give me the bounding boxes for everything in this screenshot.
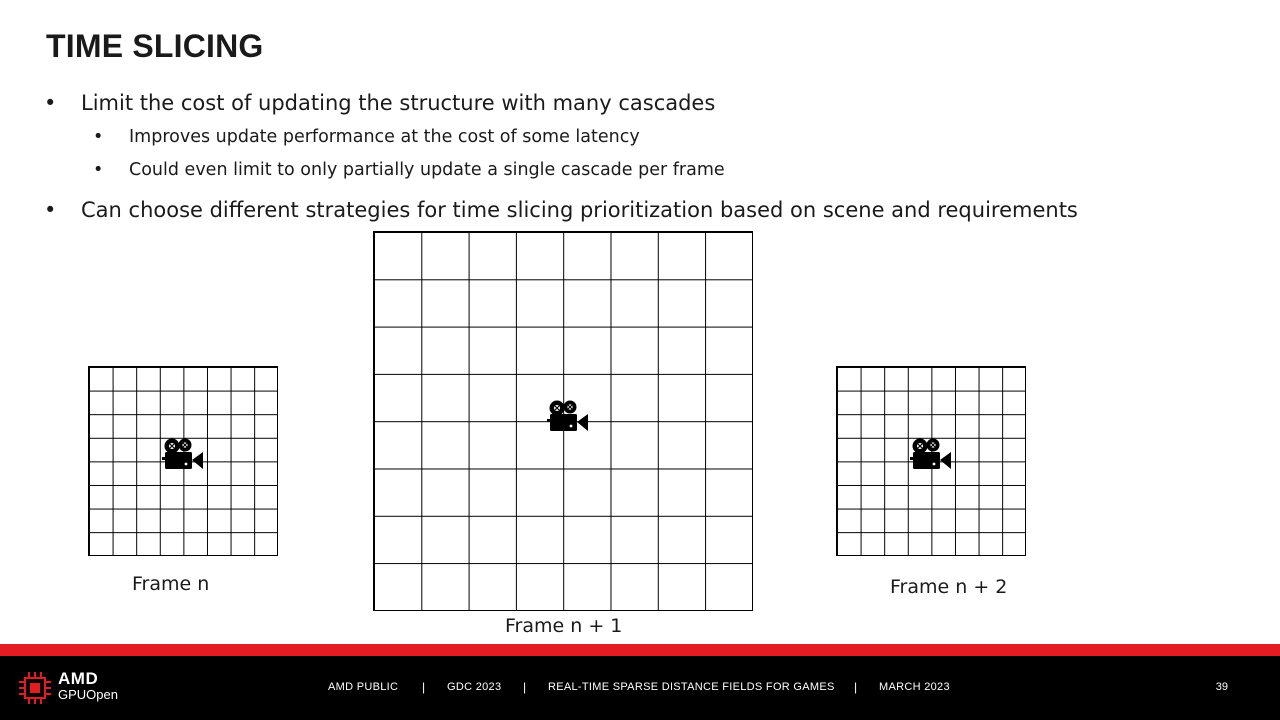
page-number: 39 xyxy=(1215,681,1228,693)
slide-title: TIME SLICING xyxy=(46,28,264,64)
footer-classification: AMD PUBLIC xyxy=(328,681,399,693)
footer-separator: | xyxy=(422,680,426,694)
bullet-text: Could even limit to only partially update a single cascade per frame xyxy=(129,160,725,180)
bullet-marker: • xyxy=(44,198,57,222)
footer-date: MARCH 2023 xyxy=(879,681,950,693)
footer xyxy=(0,656,1280,720)
bullet-marker: • xyxy=(44,91,57,115)
bullet-marker: • xyxy=(93,160,104,180)
footer-separator: | xyxy=(523,680,527,694)
brand-logo xyxy=(58,670,118,703)
bullet-text: Can choose different strategies for time slicing prioritization based on scene and requirements xyxy=(81,198,1078,222)
brand-gpuopen: GPUOpen xyxy=(58,687,118,702)
sub-bullet-item xyxy=(93,160,725,180)
movie-camera-icon xyxy=(910,438,952,470)
brand-amd: AMD xyxy=(58,669,99,688)
chip-icon xyxy=(18,671,52,705)
bullet-marker: • xyxy=(93,127,104,147)
bullet-text: Improves update performance at the cost of some latency xyxy=(129,127,640,147)
frame-label: Frame n xyxy=(132,573,210,595)
footer-separator: | xyxy=(854,680,858,694)
bullet-text: Limit the cost of updating the structure with many cascades xyxy=(81,91,716,115)
movie-camera-icon xyxy=(547,400,589,432)
sub-bullet-item xyxy=(93,127,640,147)
frame-label: Frame n + 1 xyxy=(505,615,623,637)
frame-label: Frame n + 2 xyxy=(890,576,1008,598)
movie-camera-icon xyxy=(162,438,204,470)
footer-talk-title: REAL-TIME SPARSE DISTANCE FIELDS FOR GAMES xyxy=(548,681,835,693)
bullet-item xyxy=(44,91,715,115)
bullet-item xyxy=(44,198,1078,222)
footer-event: GDC 2023 xyxy=(447,681,502,693)
footer-accent-bar xyxy=(0,644,1280,656)
